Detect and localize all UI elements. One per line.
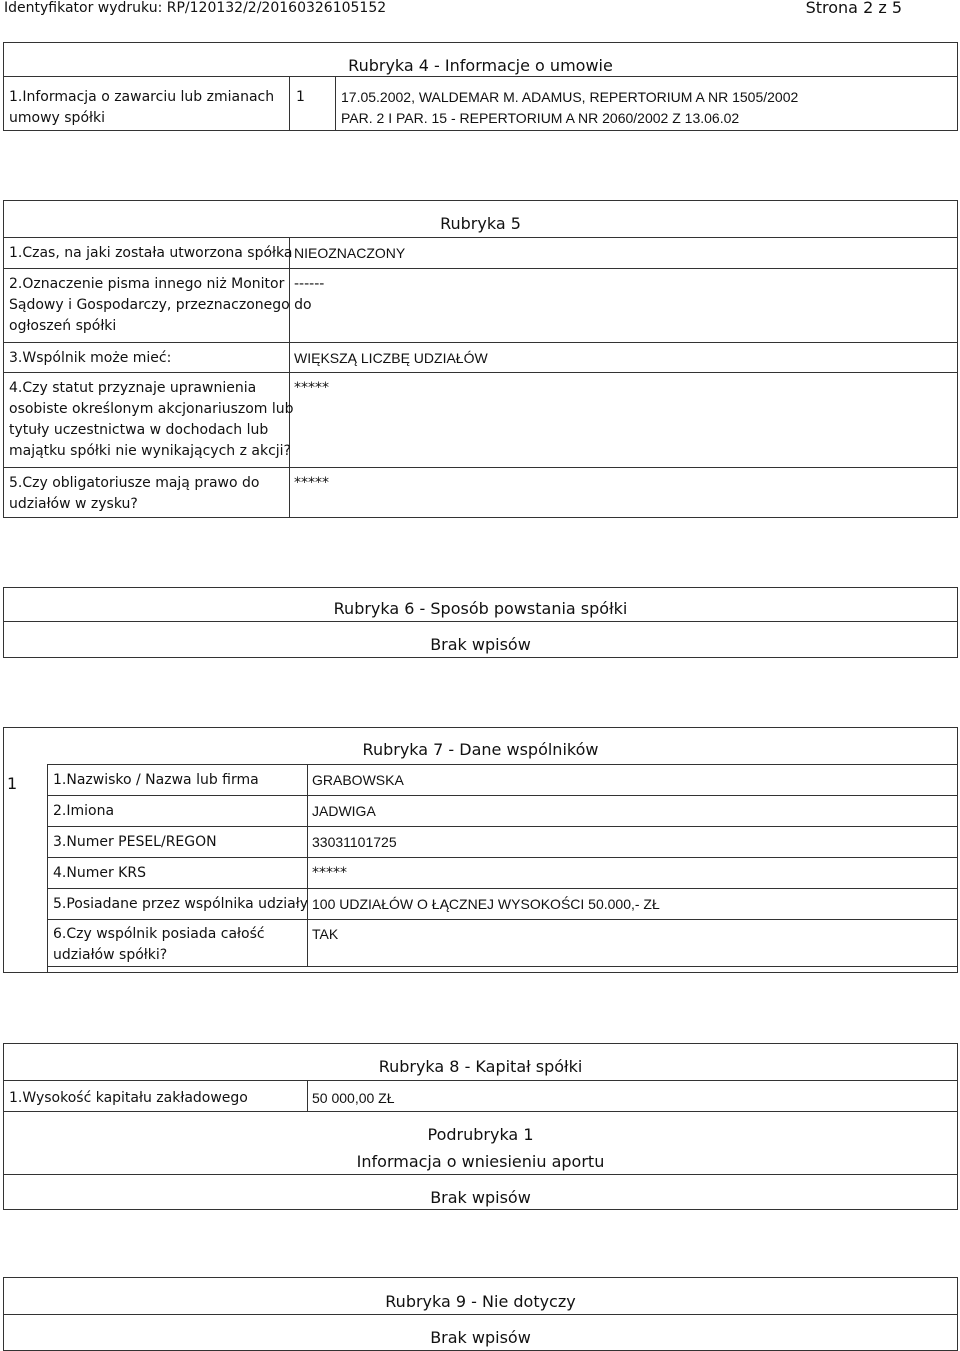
field-value: ***** [312, 865, 347, 881]
field-label: Sądowy i Gospodarczy, przeznaczonego do [9, 297, 312, 313]
field-label: 2.Oznaczenie pisma innego niż Monitor [9, 276, 285, 292]
field-label: umowy spółki [9, 110, 105, 126]
empty-entries: Brak wpisów [430, 1188, 531, 1207]
section-title: Rubryka 5 [440, 214, 521, 233]
section-title: Rubryka 9 - Nie dotyczy [385, 1292, 576, 1311]
field-label: 1.Informacja o zawarciu lub zmianach [9, 89, 275, 105]
field-label: 4.Numer KRS [53, 865, 146, 881]
field-label: 6.Czy wspólnik posiada całość [53, 926, 265, 942]
field-label: majątku spółki nie wynikających z akcji? [9, 443, 291, 459]
section-rubryka-5 [3, 200, 958, 518]
page-number: Strona 2 z 5 [805, 0, 902, 17]
field-value: NIEOZNACZONY [294, 245, 406, 261]
section-title: Rubryka 8 - Kapitał spółki [378, 1057, 583, 1076]
field-value: GRABOWSKA [312, 772, 404, 788]
section-rubryka-7 [3, 727, 958, 973]
field-label: 1.Czas, na jaki została utworzona spółka [9, 245, 293, 261]
field-label: 1.Nazwisko / Nazwa lub firma [53, 772, 259, 788]
field-label: osobiste określonym akcjonariuszom lub [9, 401, 294, 417]
field-label: udziałów spółki? [53, 947, 168, 963]
field-value: PAR. 2 I PAR. 15 - REPERTORIUM A NR 2060/2002 Z 13.06.02 [341, 110, 740, 126]
section-rubryka-9 [3, 1277, 958, 1351]
section-title: Rubryka 4 - Informacje o umowie [348, 56, 613, 75]
field-value: ***** [294, 475, 329, 491]
field-label: 1.Wysokość kapitału zakładowego [9, 1090, 248, 1106]
entry-number: 1 [296, 89, 305, 105]
section-rubryka-4 [3, 42, 958, 131]
field-value: TAK [312, 926, 339, 942]
field-label: 3.Wspólnik może mieć: [9, 350, 172, 366]
field-label: udziałów w zysku? [9, 496, 138, 512]
field-label: 5.Czy obligatoriusze mają prawo do [9, 475, 260, 491]
section-rubryka-8 [3, 1043, 958, 1210]
field-label: 4.Czy statut przyznaje uprawnienia [9, 380, 257, 396]
field-label: 5.Posiadane przez wspólnika udziały [53, 896, 309, 912]
subsection-title: Podrubryka 1 [427, 1125, 534, 1144]
field-label: 2.Imiona [53, 803, 115, 819]
section-rubryka-6 [3, 587, 958, 658]
subsection-subtitle: Informacja o wniesieniu aportu [356, 1152, 605, 1171]
empty-entries: Brak wpisów [430, 635, 531, 654]
partner-number: 1 [7, 774, 18, 793]
section-title: Rubryka 7 - Dane wspólników [362, 740, 599, 759]
field-label: 3.Numer PESEL/REGON [53, 834, 217, 850]
empty-entries: Brak wpisów [430, 1328, 531, 1347]
field-value: WIĘKSZĄ LICZBĘ UDZIAŁÓW [294, 350, 488, 366]
field-value: ***** [294, 380, 329, 396]
field-value: 100 UDZIAŁÓW O ŁĄCZNEJ WYSOKOŚCI 50.000,- ZŁ [312, 896, 660, 912]
section-title: Rubryka 6 - Sposób powstania spółki [333, 599, 628, 618]
field-value: 33031101725 [312, 834, 397, 850]
field-value: 50 000,00 ZŁ [312, 1090, 395, 1106]
field-value: ------ [294, 276, 325, 292]
print-identifier: Identyfikator wydruku: RP/120132/2/20160326105152 [4, 0, 387, 16]
field-label: tytuły uczestnictwa w dochodach lub [9, 422, 269, 438]
field-value: JADWIGA [312, 803, 376, 819]
field-value: 17.05.2002, WALDEMAR M. ADAMUS, REPERTORIUM A NR 1505/2002 [341, 89, 799, 105]
field-label: ogłoszeń spółki [9, 318, 117, 334]
